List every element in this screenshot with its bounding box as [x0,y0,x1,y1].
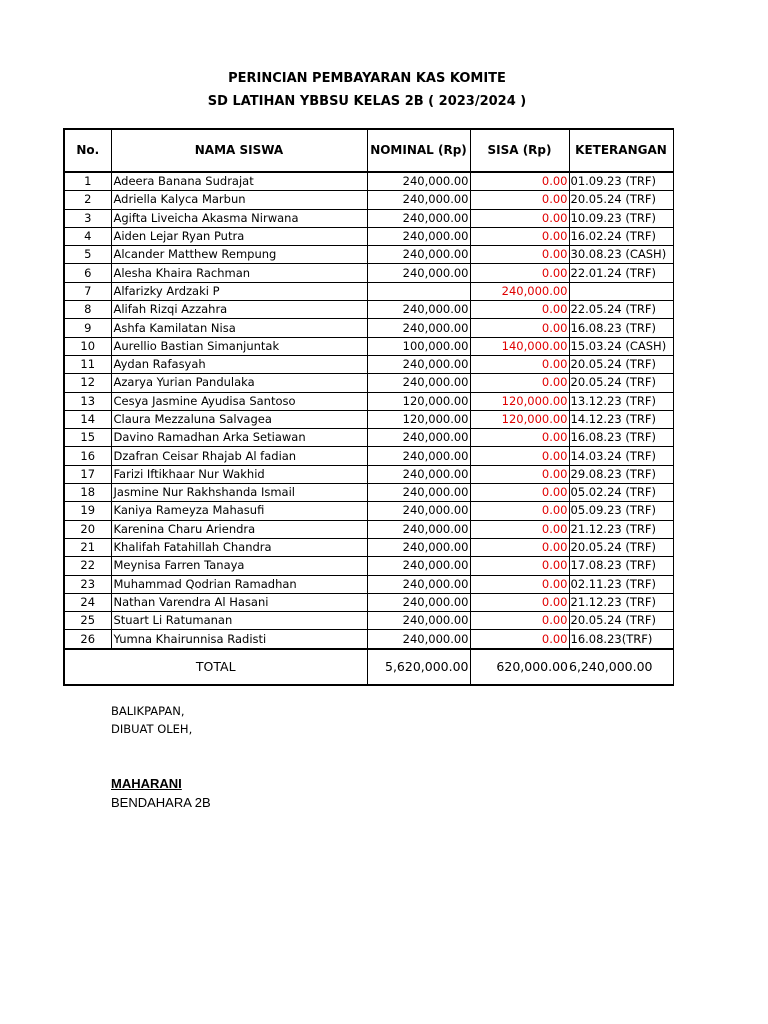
row-number: 6 [64,264,111,282]
payment-note: 20.05.24 (TRF) [569,538,673,556]
table-row [64,246,673,264]
row-number: 15 [64,429,111,447]
table-row [64,429,673,447]
document-subtitle: SD LATIHAN YBBSU KELAS 2B ( 2023/2024 ) [207,94,527,109]
table-row [64,337,673,355]
nominal-amount: 240,000.00 [367,264,470,282]
row-number: 22 [64,557,111,575]
table-row [64,520,673,538]
student-name: Aurellio Bastian Simanjuntak [111,337,367,355]
remaining-amount: 0.00 [470,209,569,227]
payment-note: 14.03.24 (TRF) [569,447,673,465]
row-number: 13 [64,392,111,410]
student-name: Aiden Lejar Ryan Putra [111,227,367,245]
nominal-amount: 240,000.00 [367,301,470,319]
remaining-amount: 0.00 [470,612,569,630]
remaining-amount: 0.00 [470,374,569,392]
nominal-amount: 240,000.00 [367,502,470,520]
place-label: BALIKPAPAN, [111,704,185,718]
column-header-keterangan: KETERANGAN [569,129,673,172]
remaining-amount: 0.00 [470,520,569,538]
row-number: 20 [64,520,111,538]
remaining-amount: 240,000.00 [470,282,569,300]
student-name: Adriella Kalyca Marbun [111,191,367,209]
nominal-amount: 240,000.00 [367,172,470,191]
table-row [64,374,673,392]
remaining-amount: 0.00 [470,575,569,593]
table-row [64,538,673,556]
remaining-amount: 0.00 [470,447,569,465]
table-row [64,630,673,649]
total-sisa: 620,000.00 [470,649,569,685]
row-number: 18 [64,484,111,502]
row-number: 24 [64,593,111,611]
row-number: 26 [64,630,111,649]
row-number: 5 [64,246,111,264]
table-row [64,557,673,575]
row-number: 17 [64,465,111,483]
table-row [64,575,673,593]
payment-note: 22.05.24 (TRF) [569,301,673,319]
table-row [64,484,673,502]
payment-note: 16.02.24 (TRF) [569,227,673,245]
table-row [64,172,673,191]
nominal-amount: 240,000.00 [367,538,470,556]
column-header-name: NAMA SISWA [111,129,367,172]
row-number: 23 [64,575,111,593]
payment-note: 30.08.23 (CASH) [569,246,673,264]
payment-note: 20.05.24 (TRF) [569,355,673,373]
row-number: 14 [64,410,111,428]
payment-note [569,282,673,300]
student-name: Ashfa Kamilatan Nisa [111,319,367,337]
table-row [64,301,673,319]
nominal-amount: 240,000.00 [367,557,470,575]
total-nominal: 5,620,000.00 [367,649,470,685]
column-header-sisa: SISA (Rp) [470,129,569,172]
nominal-amount: 240,000.00 [367,593,470,611]
nominal-amount: 120,000.00 [367,410,470,428]
student-name: Meynisa Farren Tanaya [111,557,367,575]
remaining-amount: 0.00 [470,191,569,209]
payment-note: 13.12.23 (TRF) [569,392,673,410]
nominal-amount: 240,000.00 [367,520,470,538]
table-row [64,282,673,300]
table-row [64,392,673,410]
table-row [64,410,673,428]
remaining-amount: 0.00 [470,227,569,245]
table-row [64,264,673,282]
payment-note: 20.05.24 (TRF) [569,374,673,392]
table-row [64,191,673,209]
nominal-amount: 120,000.00 [367,392,470,410]
student-name: Azarya Yurian Pandulaka [111,374,367,392]
student-name: Alcander Matthew Rempung [111,246,367,264]
student-name: Nathan Varendra Al Hasani [111,593,367,611]
student-name: Karenina Charu Ariendra [111,520,367,538]
row-number: 19 [64,502,111,520]
remaining-amount: 140,000.00 [470,337,569,355]
remaining-amount: 0.00 [470,429,569,447]
remaining-amount: 0.00 [470,593,569,611]
payment-note: 05.02.24 (TRF) [569,484,673,502]
payment-note: 22.01.24 (TRF) [569,264,673,282]
student-name: Agifta Liveicha Akasma Nirwana [111,209,367,227]
nominal-amount: 240,000.00 [367,429,470,447]
payment-note: 17.08.23 (TRF) [569,557,673,575]
remaining-amount: 0.00 [470,264,569,282]
row-number: 11 [64,355,111,373]
table-row [64,227,673,245]
row-number: 16 [64,447,111,465]
column-header-nominal: NOMINAL (Rp) [367,129,470,172]
student-name: Alifah Rizqi Azzahra [111,301,367,319]
nominal-amount: 240,000.00 [367,575,470,593]
table-row [64,447,673,465]
signer-role: BENDAHARA 2B [111,795,211,810]
student-name: Davino Ramadhan Arka Setiawan [111,429,367,447]
row-number: 10 [64,337,111,355]
nominal-amount: 240,000.00 [367,209,470,227]
table-row [64,502,673,520]
row-number: 8 [64,301,111,319]
student-name: Cesya Jasmine Ayudisa Santoso [111,392,367,410]
table-row [64,593,673,611]
payment-note: 21.12.23 (TRF) [569,593,673,611]
table-body [64,172,673,649]
payment-note: 10.09.23 (TRF) [569,209,673,227]
student-name: Yumna Khairunnisa Radisti [111,630,367,649]
table-header-row [64,129,673,172]
student-name: Alesha Khaira Rachman [111,264,367,282]
nominal-amount: 100,000.00 [367,337,470,355]
payment-note: 20.05.24 (TRF) [569,191,673,209]
made-by-label: DIBUAT OLEH, [111,722,193,736]
student-name: Aydan Rafasyah [111,355,367,373]
nominal-amount: 240,000.00 [367,465,470,483]
row-number: 1 [64,172,111,191]
payment-note: 29.08.23 (TRF) [569,465,673,483]
row-number: 3 [64,209,111,227]
student-name: Claura Mezzaluna Salvagea [111,410,367,428]
student-name: Stuart Li Ratumanan [111,612,367,630]
nominal-amount [367,282,470,300]
row-number: 2 [64,191,111,209]
grand-total: 6,240,000.00 [569,649,673,685]
remaining-amount: 0.00 [470,502,569,520]
student-name: Muhammad Qodrian Ramadhan [111,575,367,593]
student-name: Dzafran Ceisar Rhajab Al fadian [111,447,367,465]
row-number: 7 [64,282,111,300]
nominal-amount: 240,000.00 [367,484,470,502]
column-header-no: No. [64,129,111,172]
table-row [64,465,673,483]
remaining-amount: 0.00 [470,630,569,649]
payment-note: 14.12.23 (TRF) [569,410,673,428]
signer-name: MAHARANI [111,776,182,791]
nominal-amount: 240,000.00 [367,246,470,264]
total-label: TOTAL [64,649,367,685]
student-name: Alfarizky Ardzaki P [111,282,367,300]
table-row [64,209,673,227]
student-name: Jasmine Nur Rakhshanda Ismail [111,484,367,502]
row-number: 4 [64,227,111,245]
nominal-amount: 240,000.00 [367,374,470,392]
payment-note: 02.11.23 (TRF) [569,575,673,593]
payment-note: 16.08.23 (TRF) [569,429,673,447]
student-name: Kaniya Rameyza Mahasufi [111,502,367,520]
remaining-amount: 0.00 [470,538,569,556]
total-row [64,649,673,685]
student-name: Farizi Iftikhaar Nur Wakhid [111,465,367,483]
nominal-amount: 240,000.00 [367,612,470,630]
nominal-amount: 240,000.00 [367,227,470,245]
remaining-amount: 0.00 [470,355,569,373]
row-number: 12 [64,374,111,392]
nominal-amount: 240,000.00 [367,319,470,337]
remaining-amount: 0.00 [470,172,569,191]
student-name: Khalifah Fatahillah Chandra [111,538,367,556]
remaining-amount: 0.00 [470,246,569,264]
table-row [64,355,673,373]
payment-note: 21.12.23 (TRF) [569,520,673,538]
payment-note: 05.09.23 (TRF) [569,502,673,520]
remaining-amount: 0.00 [470,484,569,502]
payment-note: 01.09.23 (TRF) [569,172,673,191]
remaining-amount: 0.00 [470,465,569,483]
payment-note: 16.08.23 (TRF) [569,319,673,337]
student-name: Adeera Banana Sudrajat [111,172,367,191]
row-number: 21 [64,538,111,556]
nominal-amount: 240,000.00 [367,191,470,209]
remaining-amount: 0.00 [470,319,569,337]
payment-table [63,128,674,686]
row-number: 25 [64,612,111,630]
nominal-amount: 240,000.00 [367,355,470,373]
nominal-amount: 240,000.00 [367,630,470,649]
payment-note: 16.08.23(TRF) [569,630,673,649]
payment-note: 20.05.24 (TRF) [569,612,673,630]
payment-note: 15.03.24 (CASH) [569,337,673,355]
remaining-amount: 0.00 [470,557,569,575]
remaining-amount: 120,000.00 [470,410,569,428]
document-title: PERINCIAN PEMBAYARAN KAS KOMITE [228,71,506,86]
row-number: 9 [64,319,111,337]
table-row [64,612,673,630]
nominal-amount: 240,000.00 [367,447,470,465]
table-row [64,319,673,337]
remaining-amount: 120,000.00 [470,392,569,410]
remaining-amount: 0.00 [470,301,569,319]
